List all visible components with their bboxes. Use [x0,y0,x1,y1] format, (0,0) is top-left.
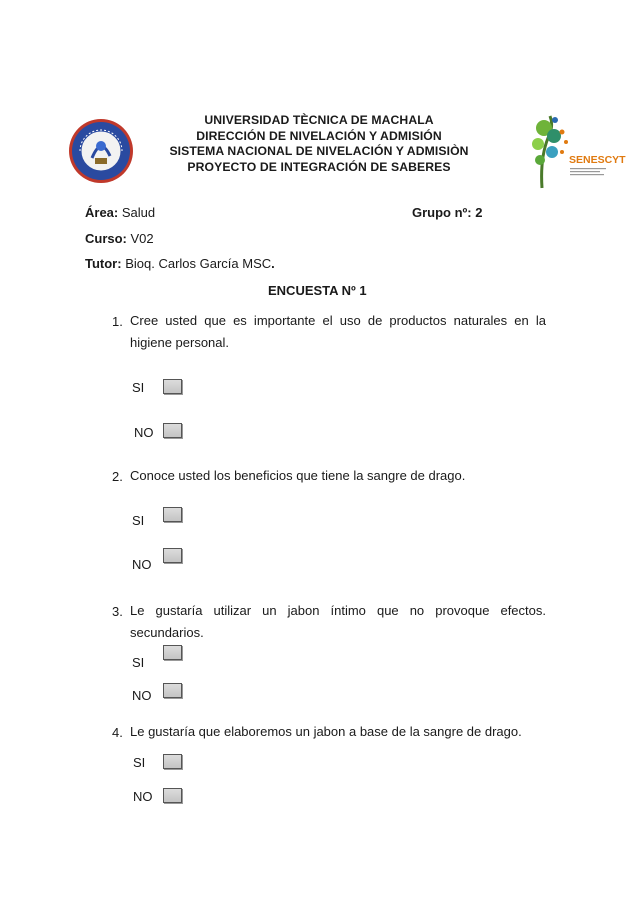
question-4-no-label: NO [133,789,153,804]
question-3-yes-label: SI [132,655,145,670]
question-4-yes-checkbox[interactable] [163,754,182,769]
question-3-text-line1: Le gustaría utilizar un jabon íntimo que no provoque efectos. [130,603,546,618]
course-field [85,231,154,246]
question-2-number: 2. [112,469,123,484]
header-line-university: UNIVERSIDAD TÈCNICA DE MACHALA [204,113,434,127]
area-field [85,205,155,220]
course-label: Curso: [85,231,127,246]
question-3-text-line2: secundarios. [130,625,204,640]
question-4-number: 4. [112,725,123,740]
question-2-no-label: NO [132,557,152,572]
question-3-number: 3. [112,604,123,619]
question-3-no-label: NO [132,688,152,703]
question-2-yes-checkbox[interactable] [163,507,182,522]
header-line-system: SISTEMA NACIONAL DE NIVELACIÓN Y ADMISIÒN [169,144,469,158]
question-4-yes-label: SI [133,755,146,770]
question-1-number: 1. [112,314,123,329]
university-seal-logo [68,118,134,184]
institution-header [150,113,488,175]
header-line-direction: DIRECCIÓN DE NIVELACIÓN Y ADMISIÓN [196,128,442,143]
tutor-suffix: . [271,256,275,271]
group-field [412,205,482,220]
tutor-value: Bioq. Carlos García MSC [125,256,272,271]
survey-title: ENCUESTA Nº 1 [268,283,367,298]
question-1-yes-checkbox[interactable] [163,379,182,394]
question-3-no-checkbox[interactable] [163,683,182,698]
question-1-text-line1: Cree usted que es importante el uso de productos naturales en la [130,313,546,328]
question-1-yes-label: SI [132,380,145,395]
course-value: V02 [130,231,154,246]
question-1-no-label: NO [134,425,154,440]
question-2-yes-label: SI [132,513,145,528]
area-label: Área: [85,205,119,220]
question-1-no-checkbox[interactable] [163,423,182,438]
question-4-text-line1: Le gustaría que elaboremos un jabon a base de la sangre de drago. [130,724,522,739]
question-1-text-line2: higiene personal. [130,335,230,350]
senescyt-logo [528,108,626,194]
question-2-no-checkbox[interactable] [163,548,182,563]
area-value: Salud [121,205,156,220]
tutor-field [85,256,275,271]
senescyt-logo-label: SENESCYT [569,154,626,166]
question-3-yes-checkbox[interactable] [163,645,182,660]
question-4-no-checkbox[interactable] [163,788,182,803]
tutor-label: Tutor: [85,256,122,271]
group-label: Grupo nº: 2 [412,205,483,220]
header-line-project: PROYECTO DE INTEGRACIÓN DE SABERES [187,159,451,174]
question-2-text-line1: Conoce usted los beneficios que tiene la sangre de drago. [130,468,466,483]
